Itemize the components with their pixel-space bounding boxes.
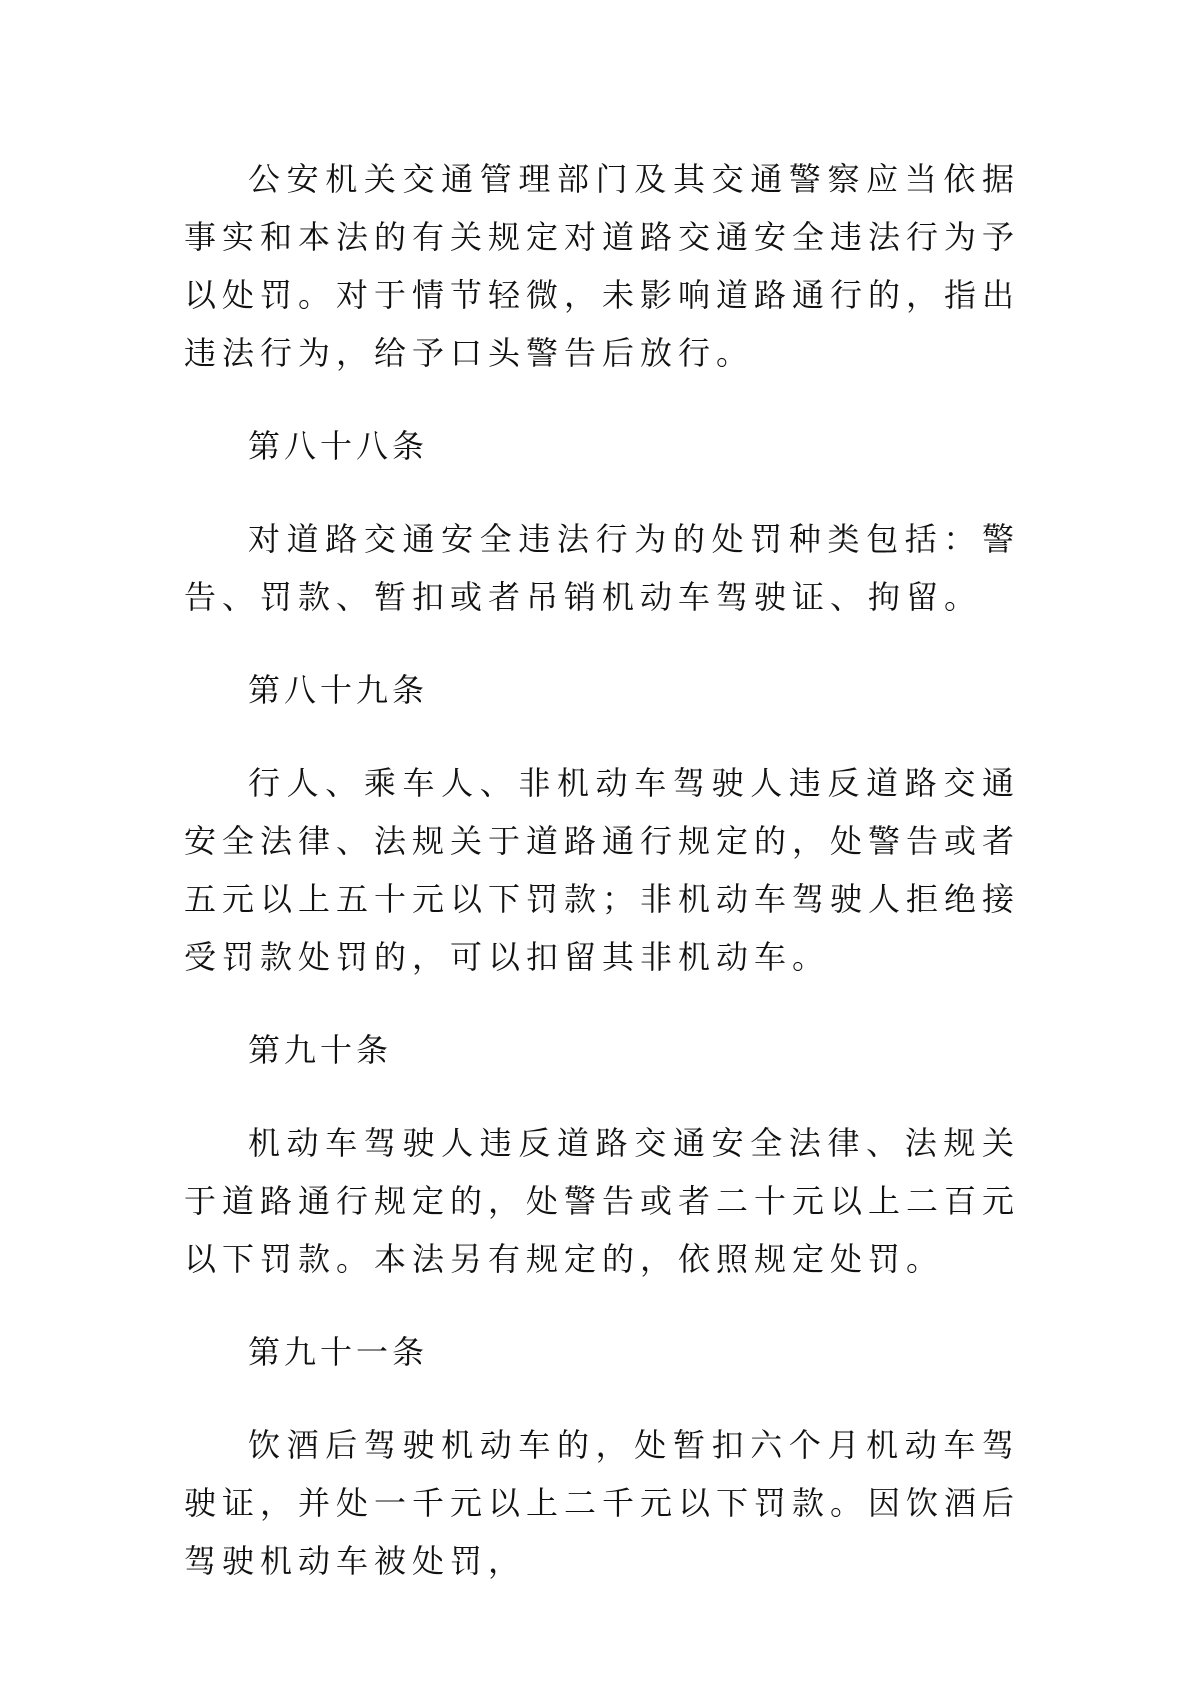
article-88-heading: 第八十八条 — [248, 427, 429, 465]
article-88-text: 对道路交通安全违法行为的处罚种类包括：警告、罚款、暂扣或者吊销机动车驾驶证、拘留。 — [184, 520, 1020, 616]
article-91-heading: 第九十一条 — [248, 1333, 429, 1371]
document-body — [184, 150, 1020, 1625]
paragraph-penalty-principle: 公安机关交通管理部门及其交通警察应当依据事实和本法的有关规定对道路交通安全违法行为予以处罚。对于情节轻微，未影响道路通行的，指出违法行为，给予口头警告后放行。 — [184, 160, 1021, 372]
article-91-text: 饮酒后驾驶机动车的，处暂扣六个月机动车驾驶证，并处一千元以上二千元以下罚款。因饮酒后驾驶机动车被处罚， — [184, 1426, 1021, 1580]
article-90-heading: 第九十条 — [248, 1031, 393, 1069]
article-89-heading: 第八十九条 — [248, 671, 429, 709]
article-90-text: 机动车驾驶人违反道路交通安全法律、法规关于道路通行规定的，处警告或者二十元以上二百元以下罚款。本法另有规定的，依照规定处罚。 — [184, 1124, 1021, 1278]
article-89-text: 行人、乘车人、非机动车驾驶人违反道路交通安全法律、法规关于道路通行规定的，处警告或者五元以上五十元以下罚款；非机动车驾驶人拒绝接受罚款处罚的，可以扣留其非机动车。 — [184, 764, 1021, 976]
